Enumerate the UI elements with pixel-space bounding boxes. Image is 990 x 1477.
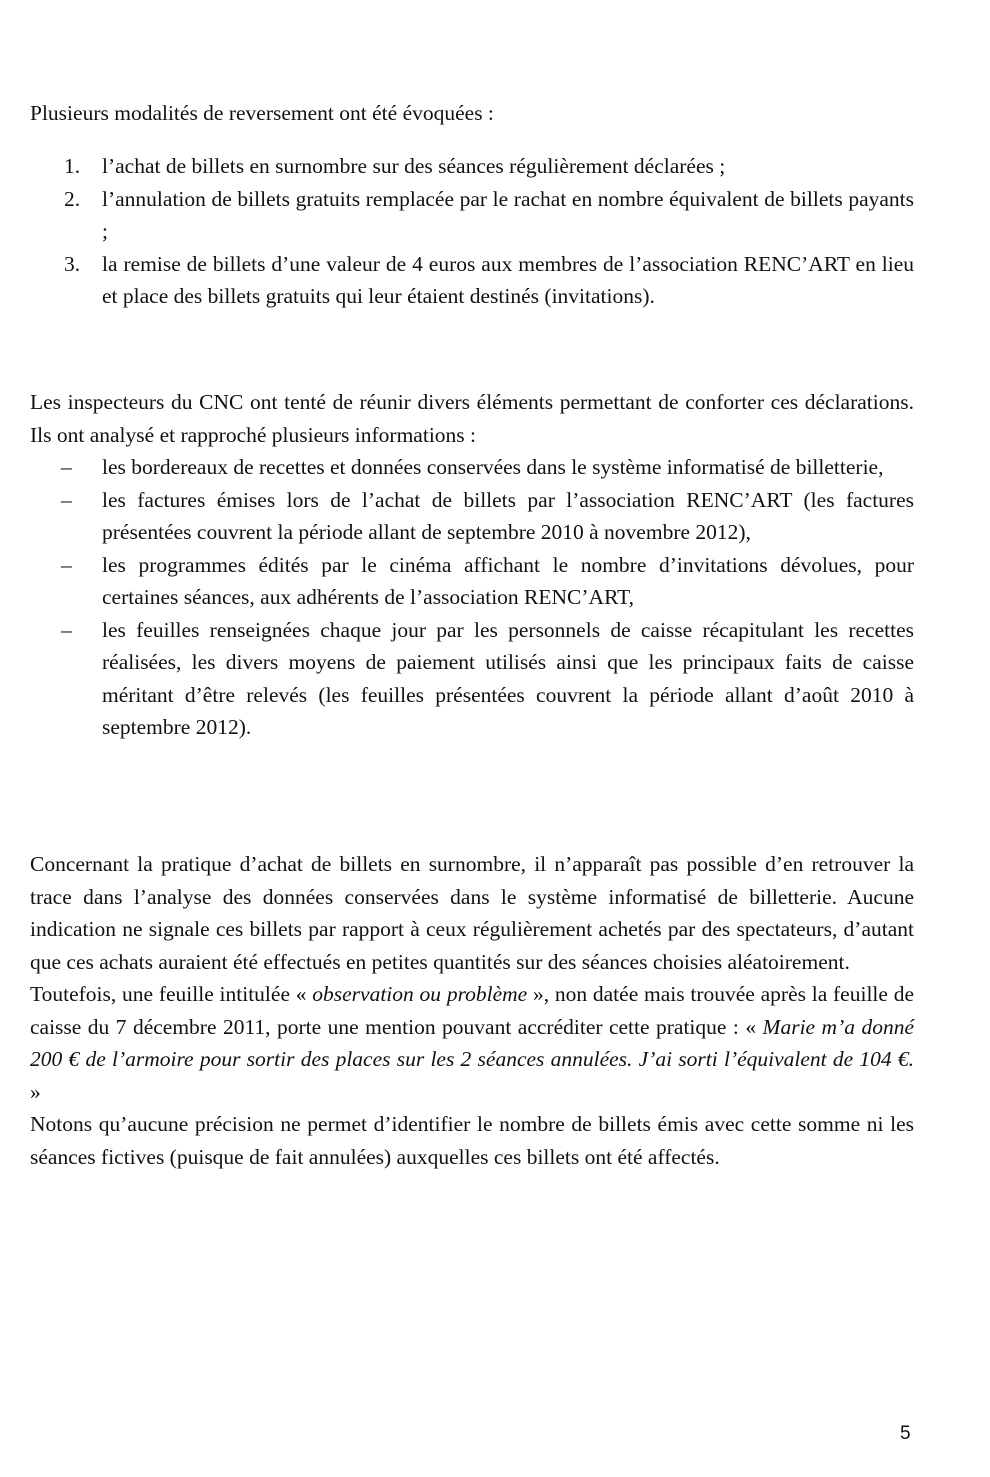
list-item-text: les feuilles renseignées chaque jour par les personnels de caisse récapitulant les recettes réalisées, les divers moyens de paiement utilisés ainsi que les principaux faits de caisse méritant d’être relevés (les feuilles présentées couvrent la période allant d’août 2010 à septembre 2012). xyxy=(102,617,914,739)
list-item xyxy=(30,614,914,744)
toutefois-end: » xyxy=(30,1079,41,1104)
list-item-text: les bordereaux de recettes et données conservées dans le système informatisé de billetterie, xyxy=(102,455,884,479)
list-item-text: les factures émises lors de l’achat de billets par l’association RENC’ART (les factures présentées couvrent la période allant de septembre 2010 à novembre 2012), xyxy=(102,487,914,544)
toutefois-paragraph xyxy=(30,978,914,1108)
list-item xyxy=(30,549,914,614)
concern-section xyxy=(30,848,914,1173)
list-marker: 2. xyxy=(64,186,81,211)
sheet-title: observation ou problème xyxy=(312,982,528,1006)
page-number: 5 xyxy=(900,1423,911,1444)
toutefois-lead: Toutefois, une feuille intitulée « xyxy=(30,982,313,1006)
list-marker: 3. xyxy=(64,251,81,276)
dash-marker: – xyxy=(61,455,72,479)
concern-paragraph: Concernant la pratique d’achat de billets en surnombre, il n’apparaît pas possible d’en retrouver la trace dans l’analyse des données conservées dans le système informatisé de billetterie. Aucune indication ne signale ces billets par rapport à ceux régulièrement achetés par des spectateurs, d’autant que ces achats auraient été effectués en petites quantités sur des séances choisies aléatoirement. xyxy=(30,852,914,974)
list-item-text: l’achat de billets en surnombre sur des séances régulièrement déclarées ; xyxy=(102,154,726,178)
dash-marker: – xyxy=(61,487,72,512)
cashier-quote: Marie m’a donné 200 € de l’armoire pour sortir des places sur les 2 séances annulées. J’ai sorti l’équivalent de 104 €. xyxy=(30,1014,914,1071)
toutefois-middle: », non datée mais trouvée après la feuille de caisse du 7 décembre 2011, porte une mention pouvant accréditer cette pratique : « xyxy=(30,982,914,1039)
information-list xyxy=(30,451,914,744)
list-item-text: la remise de billets d’une valeur de 4 euros aux membres de l’association RENC’ART en lieu et place des billets gratuits qui leur étaient destinés (invitations). xyxy=(102,251,914,308)
notons-paragraph: Notons qu’aucune précision ne permet d’identifier le nombre de billets émis avec cette somme ni les séances fictives (puisque de fait annulées) auxquelles ces billets ont été affectés. xyxy=(30,1112,914,1169)
list-item xyxy=(30,484,914,549)
dash-marker: – xyxy=(61,552,72,577)
intro-sentence: Plusieurs modalités de reversement ont été évoquées : xyxy=(30,101,494,125)
dash-marker: – xyxy=(61,617,72,642)
list-marker: 1. xyxy=(64,154,81,178)
modalities-list xyxy=(30,150,914,313)
list-item xyxy=(30,183,914,248)
inspectors-paragraph: Les inspecteurs du CNC ont tenté de réunir divers éléments permettant de conforter ces déclarations. Ils ont analysé et rapproché plusieurs informations : xyxy=(30,390,914,447)
list-item-text: l’annulation de billets gratuits remplacée par le rachat en nombre équivalent de billets payants ; xyxy=(102,186,914,243)
list-item xyxy=(30,248,914,313)
list-item xyxy=(30,451,914,484)
list-item xyxy=(30,150,914,183)
list-item-text: les programmes édités par le cinéma affichant le nombre d’invitations dévolues, pour certaines séances, aux adhérents de l’association RENC’ART, xyxy=(102,552,914,609)
